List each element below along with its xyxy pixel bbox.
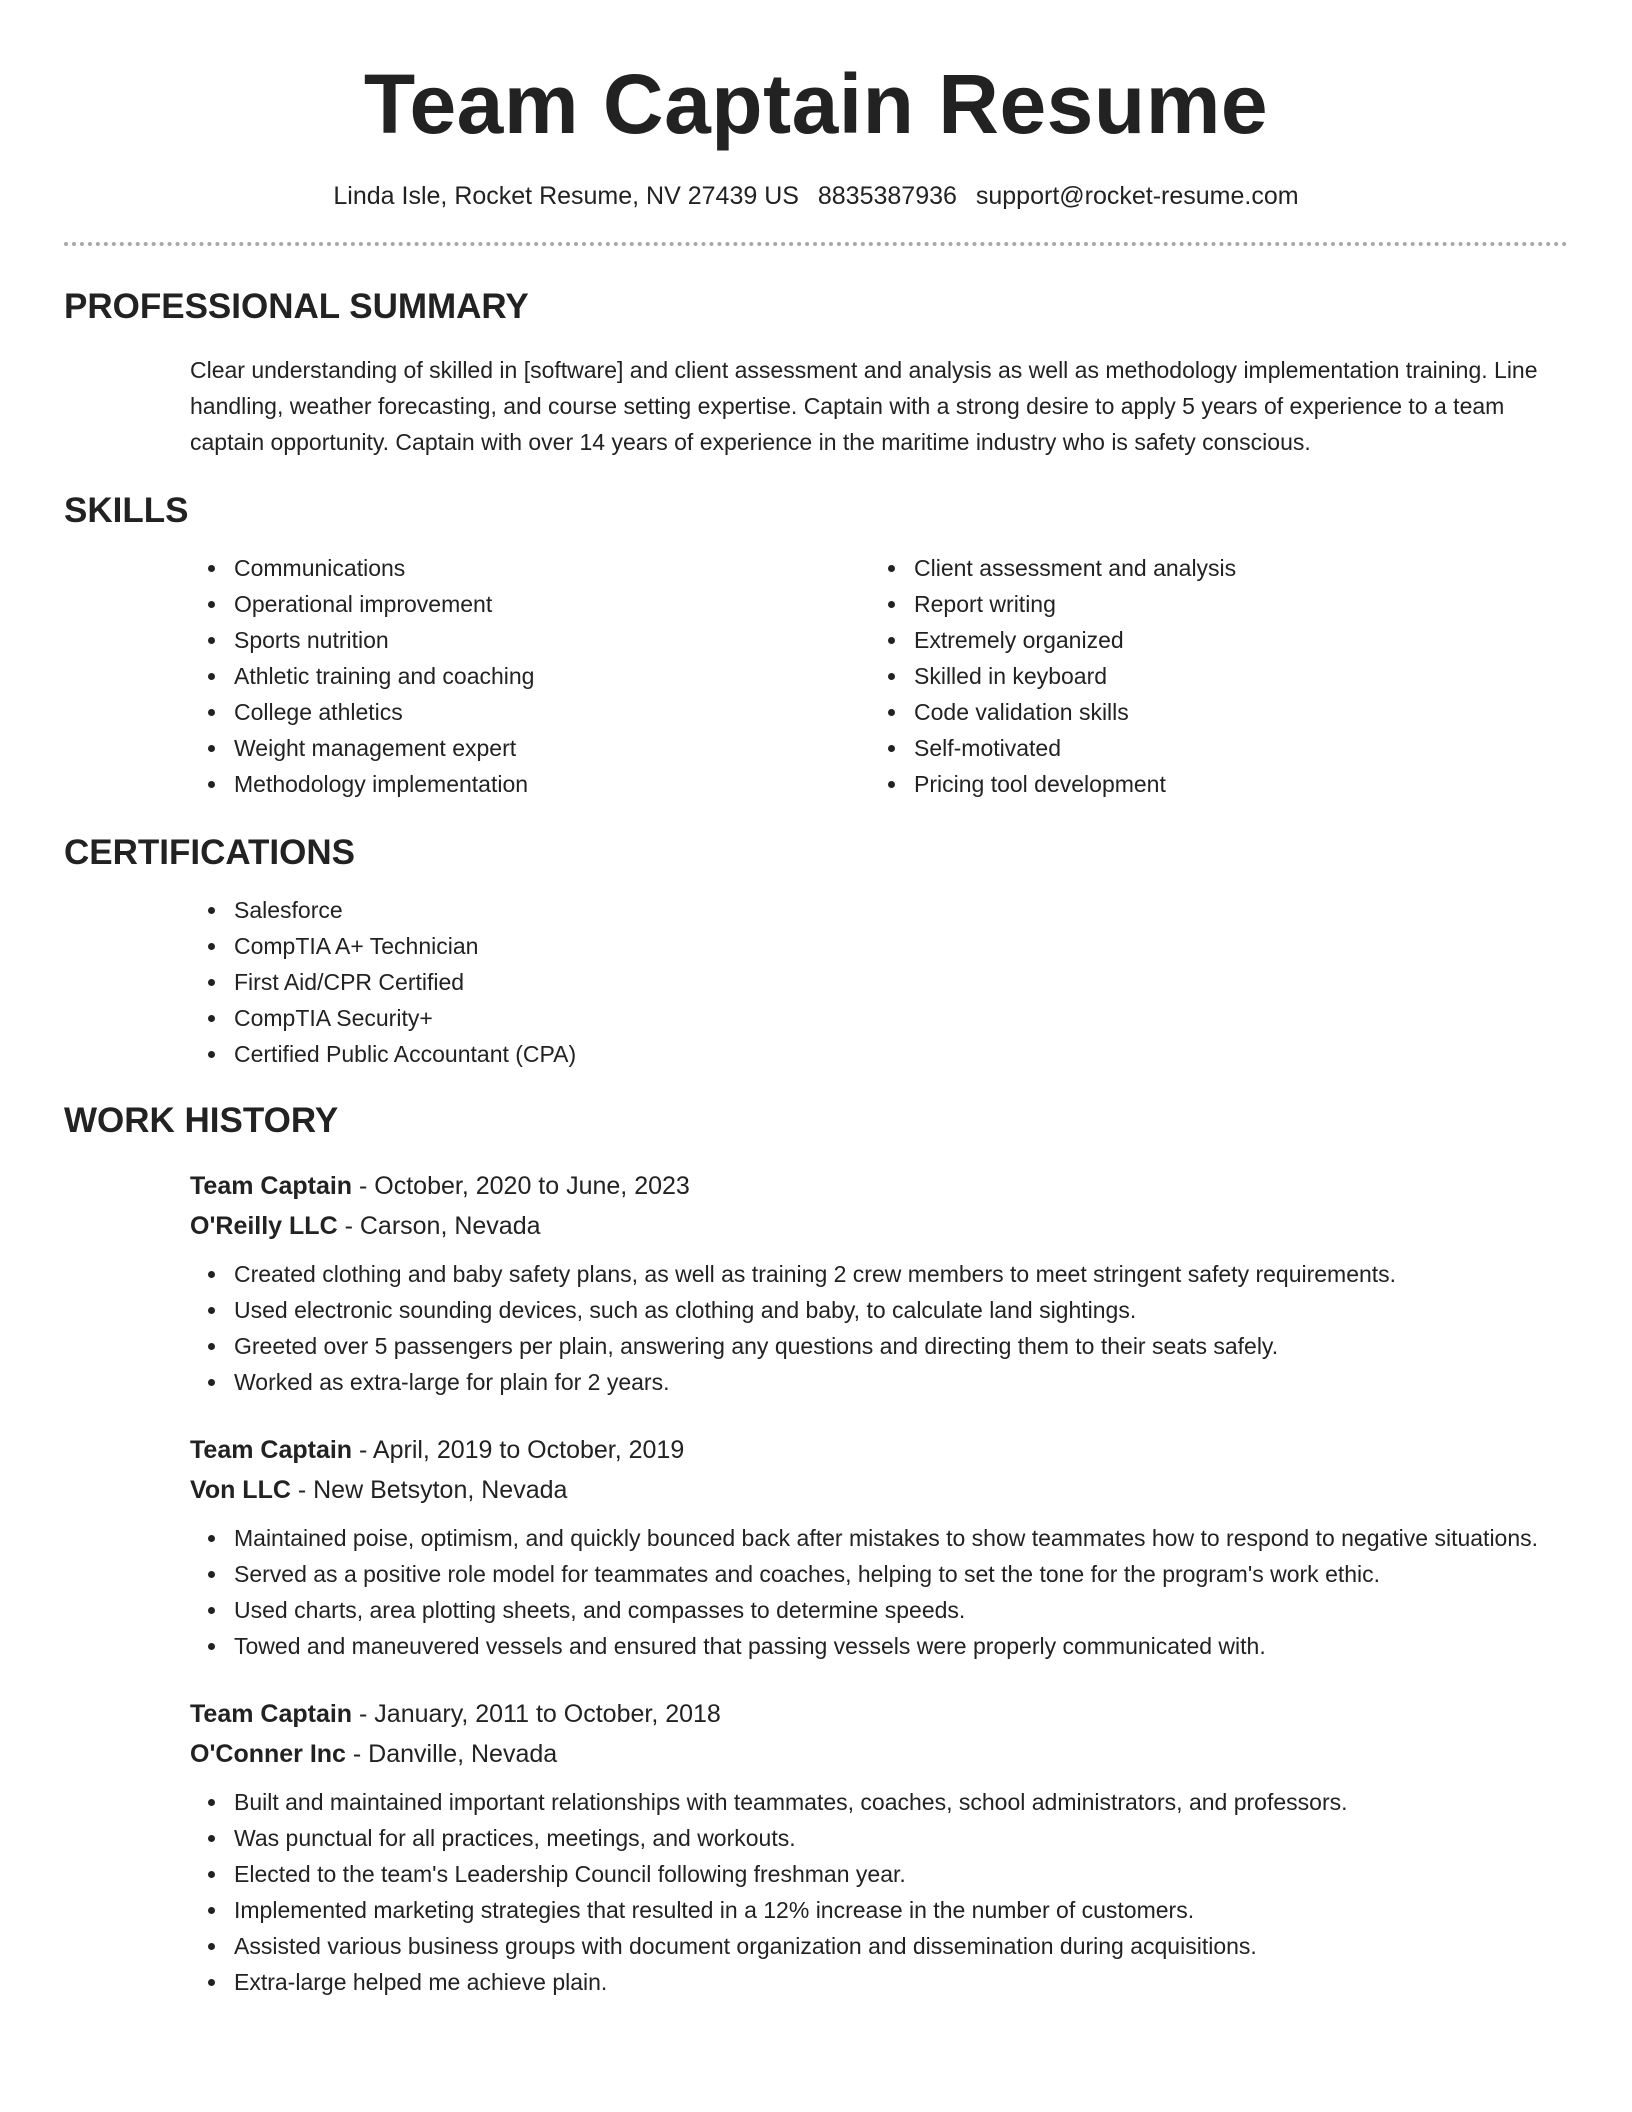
certifications-heading: CERTIFICATIONS bbox=[64, 833, 356, 872]
job-entry bbox=[190, 1694, 1568, 2000]
contact-phone: 8835387936 bbox=[817, 182, 957, 210]
summary-heading: PROFESSIONAL SUMMARY bbox=[64, 287, 529, 326]
contact-line bbox=[64, 180, 1568, 212]
job-dates: - April, 2019 to October, 2019 bbox=[352, 1436, 685, 1464]
skills-list-left bbox=[190, 550, 870, 802]
skills-section bbox=[64, 490, 1568, 802]
job-dates: - January, 2011 to October, 2018 bbox=[352, 1700, 721, 1728]
work-history-section bbox=[64, 1100, 1568, 2000]
skill-item: Sports nutrition bbox=[190, 622, 870, 658]
resume-page bbox=[64, 0, 1568, 2000]
job-bullet: Was punctual for all practices, meetings, and workouts. bbox=[190, 1820, 1568, 1856]
job-bullet: Used electronic sounding devices, such as clothing and baby, to calculate land sightings. bbox=[190, 1292, 1568, 1328]
summary-text: Clear understanding of skilled in [software] and client assessment and analysis as well as methodology implementation training. Line handling, weather forecasting, and course setting expertise. Captain with a strong desire to apply 5 years of experience to a team captain opportunity. Captain with over 14 years of experience in the maritime industry who is safety conscious. bbox=[190, 357, 1538, 455]
skill-item: Client assessment and analysis bbox=[870, 550, 1530, 586]
job-bullet: Implemented marketing strategies that resulted in a 12% increase in the number of customers. bbox=[190, 1892, 1568, 1928]
job-title-line bbox=[190, 1166, 1568, 1206]
skills-heading: SKILLS bbox=[64, 491, 189, 530]
job-entry bbox=[190, 1430, 1568, 1664]
job-title: Team Captain bbox=[190, 1700, 353, 1728]
job-company-line bbox=[190, 1206, 1568, 1246]
job-bullet: Maintained poise, optimism, and quickly bounced back after mistakes to show teammates how to respond to negative situations. bbox=[190, 1520, 1568, 1556]
skill-item: Self-motivated bbox=[870, 730, 1530, 766]
skill-item: Methodology implementation bbox=[190, 766, 870, 802]
job-title-line bbox=[190, 1694, 1568, 1734]
job-location: - New Betsyton, Nevada bbox=[290, 1476, 568, 1504]
job-bullet: Built and maintained important relationships with teammates, coaches, school administrators, and professors. bbox=[190, 1784, 1568, 1820]
skill-item: Athletic training and coaching bbox=[190, 658, 870, 694]
skills-list-right bbox=[870, 550, 1530, 802]
job-title-line bbox=[190, 1430, 1568, 1470]
job-company-line bbox=[190, 1734, 1568, 1774]
job-dates: - October, 2020 to June, 2023 bbox=[352, 1172, 690, 1200]
certification-item: First Aid/CPR Certified bbox=[190, 964, 1568, 1000]
contact-address: Linda Isle, Rocket Resume, NV 27439 US bbox=[333, 182, 799, 210]
job-location: - Danville, Nevada bbox=[345, 1740, 558, 1768]
skill-item: Weight management expert bbox=[190, 730, 870, 766]
job-bullet: Worked as extra-large for plain for 2 years. bbox=[190, 1364, 1568, 1400]
certification-item: CompTIA Security+ bbox=[190, 1000, 1568, 1036]
skill-item: Code validation skills bbox=[870, 694, 1530, 730]
skill-item: Pricing tool development bbox=[870, 766, 1530, 802]
job-bullet-list bbox=[190, 1784, 1568, 2000]
summary-section bbox=[64, 286, 1568, 460]
job-bullet: Used charts, area plotting sheets, and compasses to determine speeds. bbox=[190, 1592, 1568, 1628]
job-company-line bbox=[190, 1470, 1568, 1510]
skill-item: Communications bbox=[190, 550, 870, 586]
skills-columns bbox=[64, 550, 1568, 802]
job-company: Von LLC bbox=[190, 1476, 291, 1504]
job-company: O'Reilly LLC bbox=[190, 1212, 338, 1240]
job-bullet: Assisted various business groups with document organization and dissemination during acquisitions. bbox=[190, 1928, 1568, 1964]
job-bullet: Elected to the team's Leadership Council following freshman year. bbox=[190, 1856, 1568, 1892]
header-divider bbox=[64, 242, 1568, 246]
job-company: O'Conner Inc bbox=[190, 1740, 346, 1768]
certifications-list bbox=[190, 892, 1568, 1072]
job-bullet: Greeted over 5 passengers per plain, answering any questions and directing them to their seats safely. bbox=[190, 1328, 1568, 1364]
job-bullet-list bbox=[190, 1256, 1568, 1400]
skill-item: Skilled in keyboard bbox=[870, 658, 1530, 694]
job-entry bbox=[190, 1166, 1568, 1400]
certification-item: Certified Public Accountant (CPA) bbox=[190, 1036, 1568, 1072]
skill-item: Operational improvement bbox=[190, 586, 870, 622]
certification-item: Salesforce bbox=[190, 892, 1568, 928]
skill-item: Extremely organized bbox=[870, 622, 1530, 658]
work-history-heading: WORK HISTORY bbox=[64, 1101, 339, 1140]
job-title: Team Captain bbox=[190, 1436, 353, 1464]
certification-item: CompTIA A+ Technician bbox=[190, 928, 1568, 964]
certifications-section bbox=[64, 832, 1568, 1072]
job-bullet: Created clothing and baby safety plans, as well as training 2 crew members to meet stringent safety requirements. bbox=[190, 1256, 1568, 1292]
job-location: - Carson, Nevada bbox=[337, 1212, 541, 1240]
skill-item: Report writing bbox=[870, 586, 1530, 622]
contact-email: support@rocket-resume.com bbox=[975, 182, 1299, 210]
job-bullet: Extra-large helped me achieve plain. bbox=[190, 1964, 1568, 2000]
job-title: Team Captain bbox=[190, 1172, 353, 1200]
resume-title: Team Captain Resume bbox=[363, 57, 1269, 151]
job-bullet: Served as a positive role model for teammates and coaches, helping to set the tone for the program's work ethic. bbox=[190, 1556, 1568, 1592]
skill-item: College athletics bbox=[190, 694, 870, 730]
job-bullet-list bbox=[190, 1520, 1568, 1664]
job-bullet: Towed and maneuvered vessels and ensured that passing vessels were properly communicated with. bbox=[190, 1628, 1568, 1664]
